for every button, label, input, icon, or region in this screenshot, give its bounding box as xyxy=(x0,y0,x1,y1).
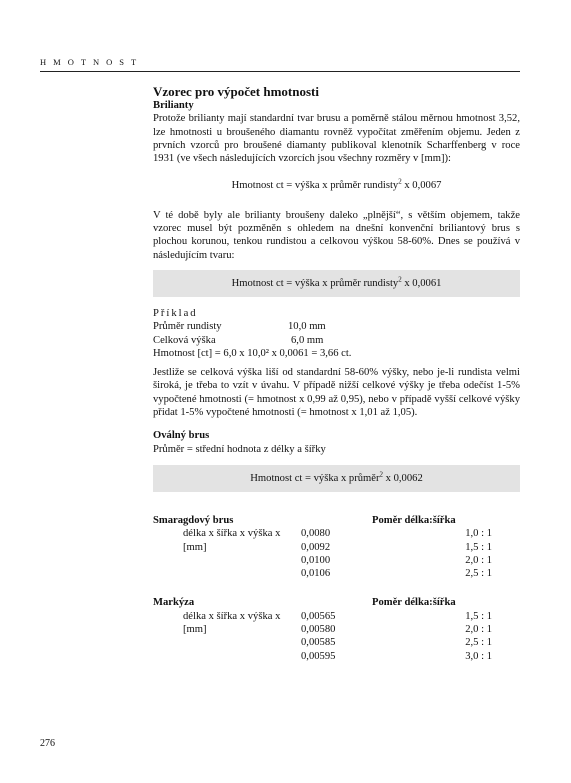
formula-exponent: 2 xyxy=(398,275,402,284)
table-cell-ratio: 3,0 : 1 xyxy=(465,650,492,662)
formula-box-brilliant xyxy=(153,270,520,297)
table-cell-formula: délka x šířka x výška x xyxy=(183,528,281,540)
table-row xyxy=(153,623,520,636)
table-cell-factor: 0,0092 xyxy=(301,541,331,553)
table-cell-factor: 0,0100 xyxy=(301,554,331,566)
example-row-value: 10,0 mm xyxy=(288,321,326,333)
table-cell-formula xyxy=(153,567,301,580)
table-cell-ratio: 2,0 : 1 xyxy=(465,554,492,566)
table-cell-factor: 0,0080 xyxy=(301,528,331,540)
example-row xyxy=(153,334,520,347)
brilliants-intro: Protože brilianty mají standardní tvar brusu a poměrně stálou měrnou hmotnost 3,52, lze hmotnosti u broušeného diamantu rovněž vypočítat změřením objemu. Jeden z prvních vzorců pro broušené diamanty publikoval klenotník Scharffenberg v roce 1931 (ve všech následujících vzorcích jsou všechny rozměry v [mm]): xyxy=(153,113,520,165)
formula-scharffenberg xyxy=(153,179,520,192)
table-cell-ratio: 1,0 : 1 xyxy=(465,528,492,540)
brilliants-heading: Brilianty xyxy=(153,100,194,111)
formula-box-oval xyxy=(153,465,520,492)
table-cell-ratio: 2,5 : 1 xyxy=(465,637,492,649)
table-cell-ratio: 1,5 : 1 xyxy=(465,541,492,553)
table-cell-factor: 0,00595 xyxy=(301,650,336,662)
example-row xyxy=(153,320,520,333)
ratio-header: Poměr délka:šířka xyxy=(372,597,456,609)
page-number: 276 xyxy=(40,738,55,749)
table-cell-formula: [mm] xyxy=(183,624,207,636)
example-row-label: Celková výška xyxy=(153,334,216,346)
formula-text: Hmotnost ct = výška x průměr rundisty xyxy=(231,277,399,289)
table-row xyxy=(153,650,520,663)
table-row xyxy=(153,554,520,567)
table-cell-ratio: 2,0 : 1 xyxy=(465,624,492,636)
ratio-header: Poměr délka:šířka xyxy=(372,514,456,526)
example-row-label: Průměr rundisty xyxy=(153,321,222,333)
marquise-title: Markýza xyxy=(153,597,195,609)
oval-heading: Oválný brus xyxy=(153,430,210,442)
running-head: HMOTNOST xyxy=(40,57,144,67)
table-cell-formula xyxy=(153,650,301,663)
page-content xyxy=(153,84,520,663)
example-result: Hmotnost [ct] = 6,0 x 10,0² x 0,0061 = 3,66 ct. xyxy=(153,347,352,359)
table-cell-factor: 0,0106 xyxy=(301,568,331,580)
table-cell-ratio: 1,5 : 1 xyxy=(465,610,492,622)
table-row xyxy=(153,527,520,540)
section-title: Vzorec pro výpočet hmotnosti xyxy=(153,84,319,99)
emerald-title: Smaragdový brus xyxy=(153,514,234,526)
formula-text: Hmotnost ct = výška x průměr rundisty xyxy=(231,180,399,192)
formula-text: x 0,0061 xyxy=(401,277,442,289)
table-cell-factor: 0,00580 xyxy=(301,624,336,636)
formula-text: x 0,0067 xyxy=(401,180,442,192)
example-note: Jestliže se celková výška liší od standardní 58-60% výšky, nebo je-li rundista velmi široká, je třeba to vzít v úvahu. V případě nižší celkové výšky je třeba odečíst 1-5% vypočtené hmotnosti (= hmotnost x 0,99 až 0,95), nebo v případě vyšší celkové výšky přidat 1-5% vypočtené hmotnosti (= hmotnost x 1,01 až 1,05). xyxy=(153,367,520,419)
formula-exponent: 2 xyxy=(379,470,384,479)
table-header xyxy=(153,596,520,609)
table-row xyxy=(153,567,520,580)
example-label: Příklad xyxy=(153,307,198,319)
table-cell-formula: délka x šířka x výška x xyxy=(183,610,281,622)
table-cell-formula xyxy=(153,554,301,567)
example-row-value: 6,0 mm xyxy=(291,334,324,346)
table-row xyxy=(153,541,520,554)
marquise-table xyxy=(153,596,520,662)
table-cell-formula: [mm] xyxy=(183,541,207,553)
table-row xyxy=(153,636,520,649)
emerald-cut-table xyxy=(153,514,520,580)
table-cell-factor: 0,00565 xyxy=(301,610,336,622)
formula-exponent: 2 xyxy=(398,177,402,186)
table-cell-formula xyxy=(153,636,301,649)
brilliants-paragraph-2: V té době byly ale brilianty broušeny daleko „plnější“, s větším objemem, takže vzorec musel být pozměněn s ohledem na dnešní konvenční briliantový brus s plochou korunou, tenkou rundistou a celkovou výškou 58-60%. Dnes se používá v následujícím tvaru: xyxy=(153,209,520,261)
table-row xyxy=(153,610,520,623)
oval-definition: Průměr = střední hodnota z délky a šířky xyxy=(153,443,326,455)
formula-text: Hmotnost ct = výška x průměr xyxy=(250,472,380,484)
table-cell-ratio: 2,5 : 1 xyxy=(465,568,492,580)
formula-text: x 0,0062 xyxy=(383,472,423,484)
header-rule xyxy=(40,71,520,72)
table-header xyxy=(153,514,520,527)
table-cell-factor: 0,00585 xyxy=(301,637,336,649)
